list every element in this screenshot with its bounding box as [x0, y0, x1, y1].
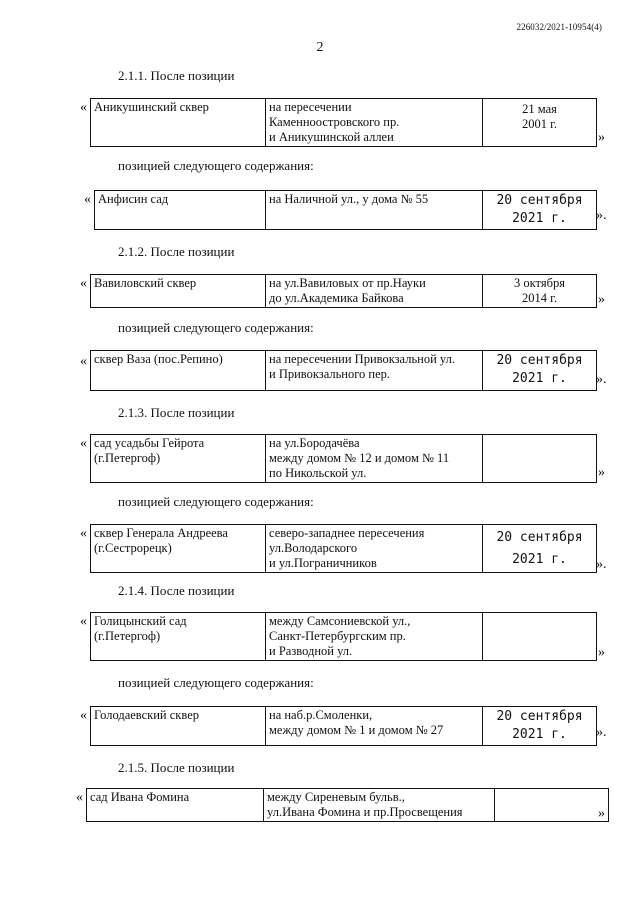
location-cell — [266, 351, 483, 391]
date-stamp — [483, 525, 597, 573]
table-row-new — [90, 524, 597, 573]
location-line: и Аникушинской аллеи — [269, 130, 394, 144]
quote-open: « — [80, 276, 87, 291]
quote-close: » — [598, 465, 605, 480]
quote-open: « — [80, 100, 87, 115]
location-line: между домом № 12 и домом № 11 — [269, 451, 450, 465]
quote-close: » — [598, 130, 605, 145]
location-line: и ул.Пограничников — [269, 556, 377, 570]
date-stamp — [483, 707, 597, 746]
quote-open: « — [76, 790, 83, 805]
location-cell — [266, 435, 483, 483]
table-row-old — [90, 434, 597, 483]
location-cell — [266, 275, 483, 308]
quote-close: ». — [596, 372, 607, 387]
section-heading: 2.1.2. После позиции — [118, 244, 235, 259]
location-cell — [266, 613, 483, 661]
table-row-old — [90, 98, 597, 147]
park-name: Вавиловский сквер — [94, 276, 197, 290]
replace-heading: позицией следующего содержания: — [118, 494, 314, 509]
quote-open: « — [80, 436, 87, 451]
date-line: 2001 г. — [522, 117, 557, 131]
quote-close: » — [598, 292, 605, 307]
park-name: сад Ивана Фомина — [90, 790, 190, 804]
park-name-cell — [91, 99, 266, 147]
location-line: на наб.р.Смоленки, — [269, 708, 373, 722]
location-line: Санкт-Петербургским пр. — [269, 629, 406, 643]
location-line: между Сиреневым бульв., — [267, 790, 405, 804]
park-name: сад усадьбы Гейрота — [94, 436, 205, 450]
quote-close: ». — [596, 208, 607, 223]
quote-open: « — [80, 614, 87, 629]
table-row-old — [86, 788, 609, 822]
park-name-cell — [91, 435, 266, 483]
location-line: северо-западнее пересечения — [269, 526, 425, 540]
document-number: 226032/2021-10954(4) — [516, 22, 602, 32]
location-line: до ул.Академика Байкова — [269, 291, 404, 305]
date-stamp — [483, 351, 597, 391]
date-line: 2021 г. — [512, 552, 567, 567]
park-name: сквер Ваза (пос.Репино) — [94, 352, 223, 366]
park-name: Голодаевский сквер — [94, 708, 199, 722]
location-line: между домом № 1 и домом № 27 — [269, 723, 444, 737]
page-number: 2 — [316, 40, 324, 55]
section-heading: 2.1.4. После позиции — [118, 583, 235, 598]
table-row-old — [90, 274, 597, 308]
location-line: и Привокзального пер. — [269, 367, 391, 381]
section-heading: 2.1.1. После позиции — [118, 68, 235, 83]
quote-close: » — [598, 645, 605, 660]
park-name-cell — [95, 191, 266, 230]
table-row-old — [90, 612, 597, 661]
location-line: ул.Ивана Фомина и пр.Просвещения — [267, 805, 463, 819]
location-line: и Разводной ул. — [269, 644, 353, 658]
date-line: 2021 г. — [512, 727, 567, 742]
park-name-cell — [91, 275, 266, 308]
date-line: 2021 г. — [512, 371, 567, 386]
date-line: 21 мая — [522, 102, 557, 116]
park-name: (г.Сестрорецк) — [94, 541, 172, 555]
quote-open: « — [84, 192, 91, 207]
location-line: ул.Володарского — [269, 541, 358, 555]
location-cell — [266, 99, 483, 147]
replace-heading: позицией следующего содержания: — [118, 675, 314, 690]
location-line: на ул.Бородачёва — [269, 436, 360, 450]
replace-heading: позицией следующего содержания: — [118, 158, 314, 173]
quote-open: « — [80, 354, 87, 369]
location-line: на пересечении — [269, 100, 352, 114]
location-cell — [264, 789, 495, 822]
quote-close: ». — [596, 725, 607, 740]
date-line: 3 октября — [514, 276, 565, 290]
park-name: сквер Генерала Андреева — [94, 526, 228, 540]
park-name: (г.Петергоф) — [94, 629, 161, 643]
date-cell — [483, 99, 597, 147]
park-name-cell — [91, 707, 266, 746]
table-row-new — [90, 350, 597, 391]
date-line: 20 сентября — [496, 353, 583, 368]
location-line: на Наличной ул., у дома № 55 — [269, 192, 429, 206]
replace-heading: позицией следующего содержания: — [118, 320, 314, 335]
park-name-cell — [91, 613, 266, 661]
park-name: Анфисин сад — [98, 192, 169, 206]
quote-close: » — [598, 806, 605, 821]
park-name: (г.Петергоф) — [94, 451, 161, 465]
park-name: Аникушинский сквер — [94, 100, 209, 114]
location-line: по Никольской ул. — [269, 466, 367, 480]
date-line: 2021 г. — [512, 211, 567, 226]
location-line: между Самсониевской ул., — [269, 614, 411, 628]
date-cell — [483, 613, 597, 661]
section-heading: 2.1.3. После позиции — [118, 405, 235, 420]
location-line: Каменноостровского пр. — [269, 115, 400, 129]
quote-open: « — [80, 708, 87, 723]
location-cell — [266, 707, 483, 746]
section-heading: 2.1.5. После позиции — [118, 760, 235, 775]
date-line: 20 сентября — [496, 709, 583, 724]
date-cell — [483, 435, 597, 483]
date-line: 20 сентября — [496, 193, 583, 208]
park-name-cell — [91, 351, 266, 391]
table-row-new — [90, 706, 597, 746]
location-cell — [266, 191, 483, 230]
date-cell — [483, 275, 597, 308]
park-name-cell — [87, 789, 264, 822]
park-name-cell — [91, 525, 266, 573]
date-line: 2014 г. — [522, 291, 557, 305]
table-row-new — [94, 190, 597, 230]
location-line: на пересечении Привокзальной ул. — [269, 352, 455, 366]
date-line: 20 сентября — [496, 530, 583, 545]
date-cell — [495, 789, 609, 822]
location-cell — [266, 525, 483, 573]
quote-open: « — [80, 526, 87, 541]
quote-close: ». — [596, 557, 607, 572]
date-stamp — [483, 191, 597, 230]
park-name: Голицынский сад — [94, 614, 187, 628]
location-line: на ул.Вавиловых от пр.Науки — [269, 276, 426, 290]
